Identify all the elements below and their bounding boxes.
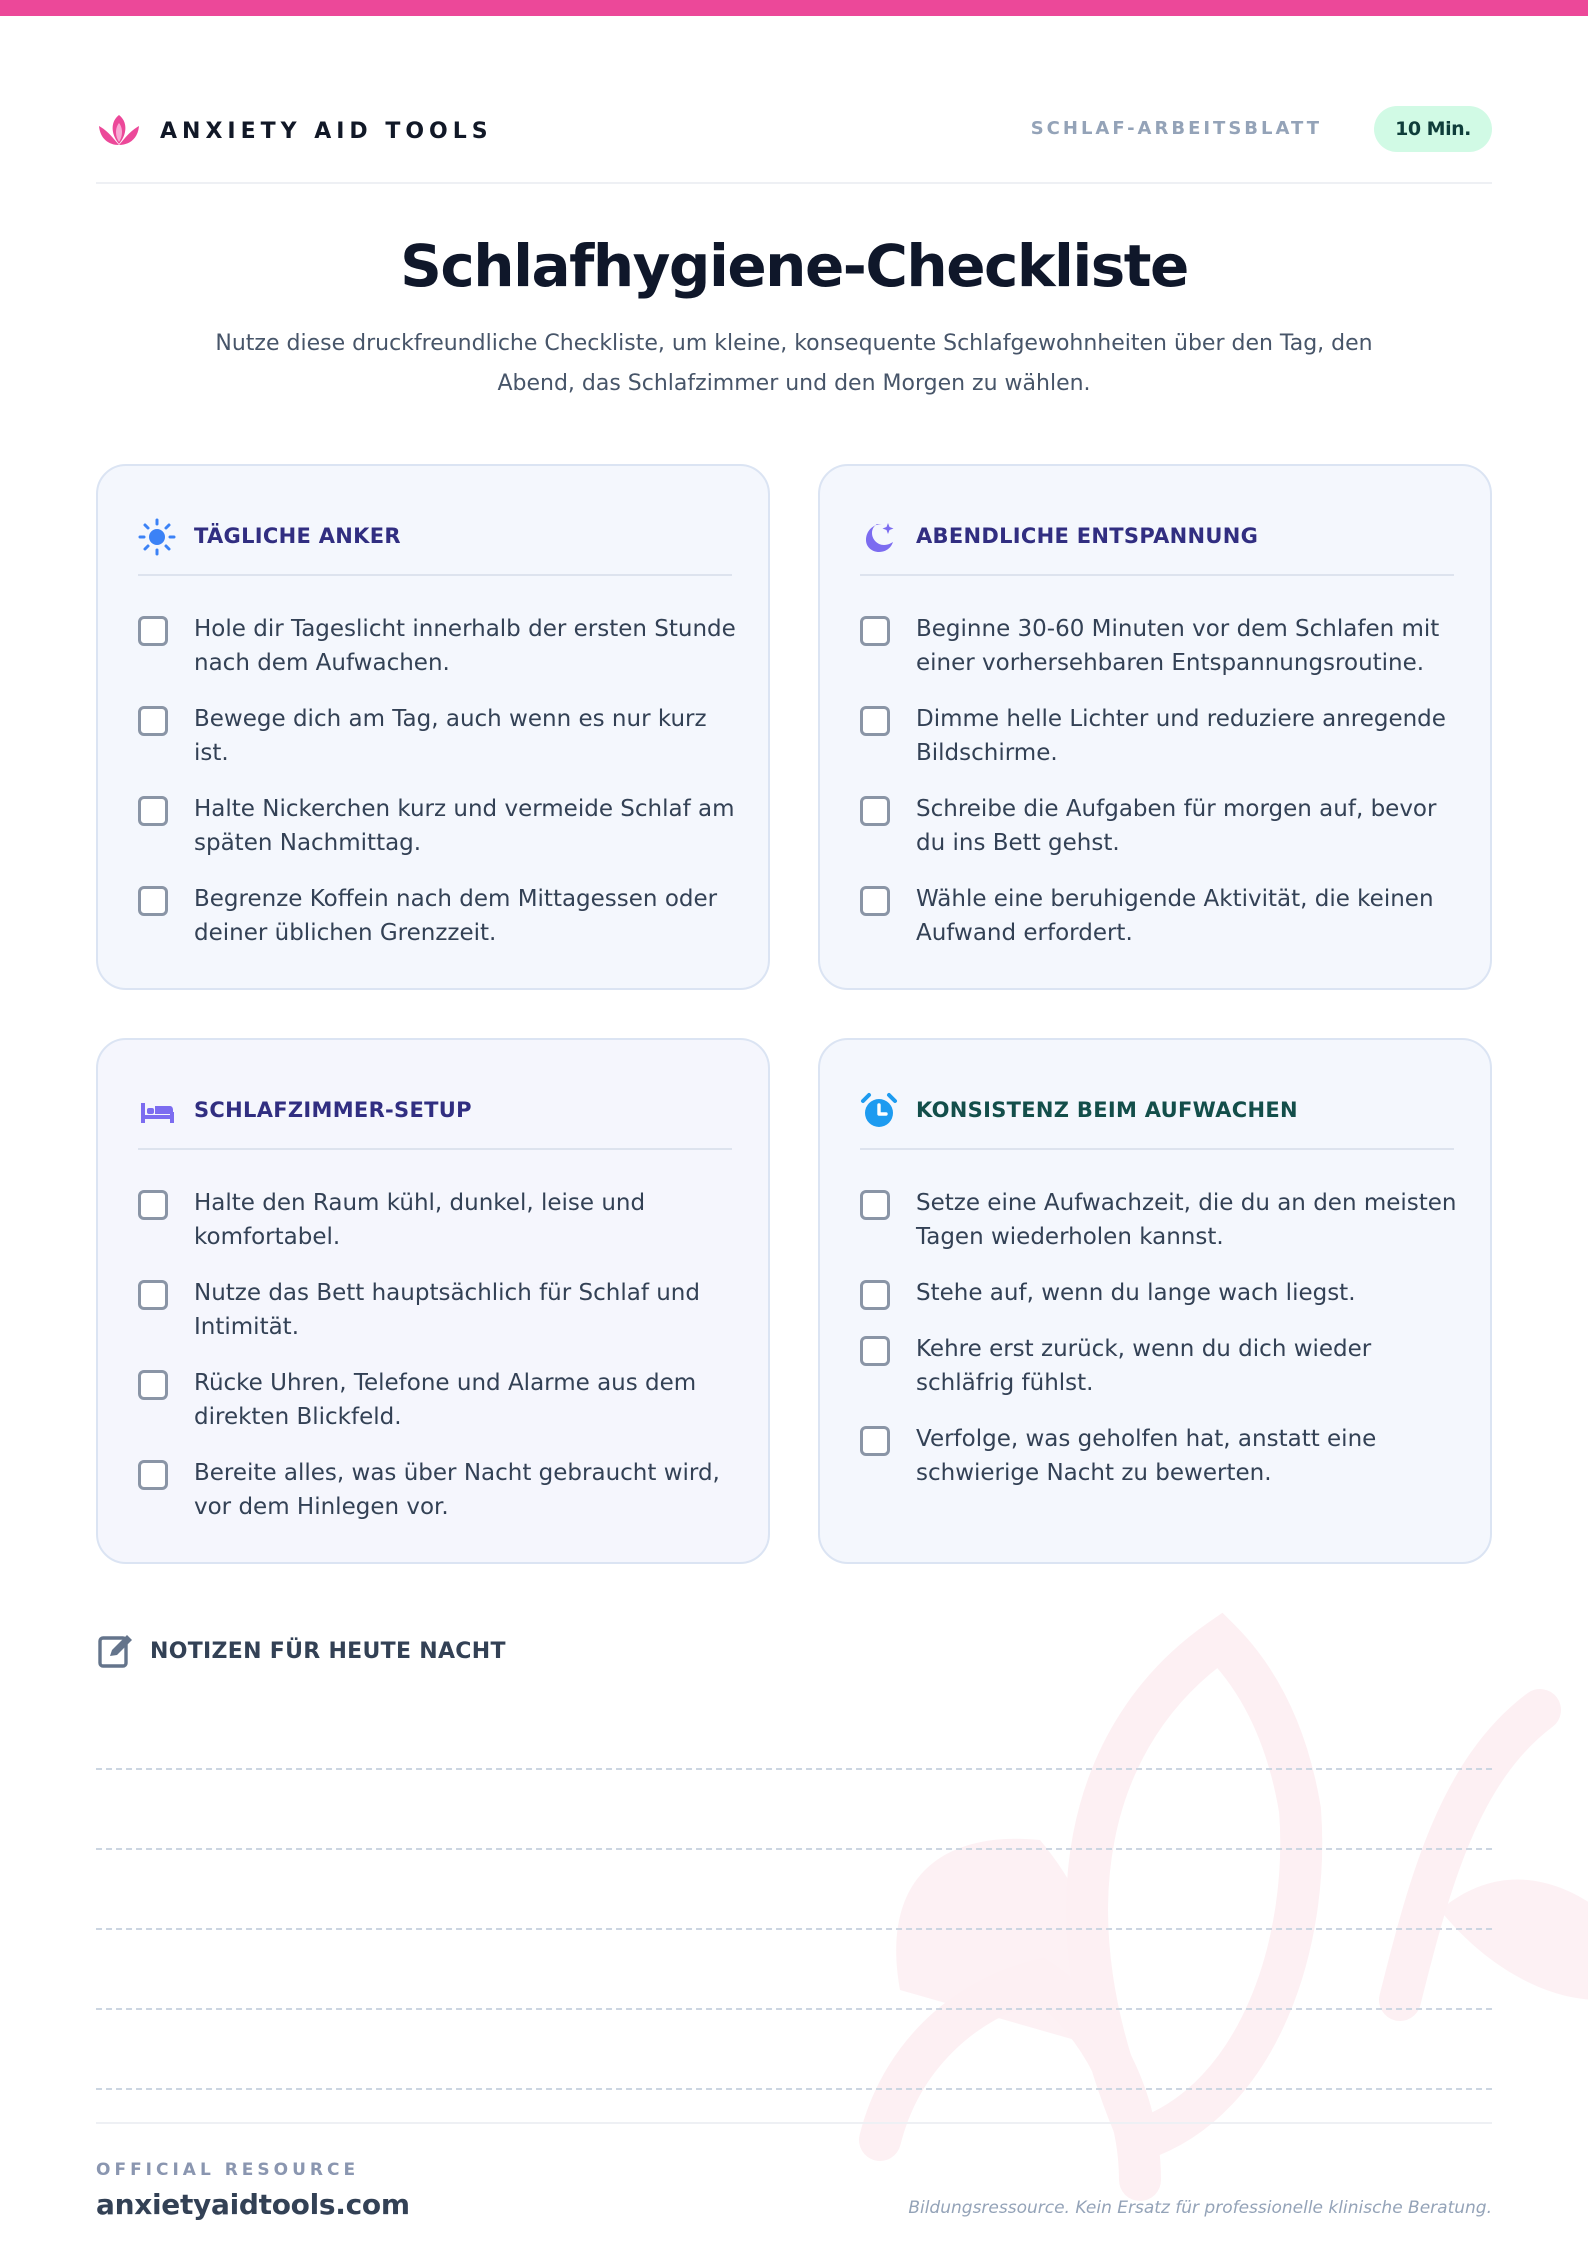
checklist-item[interactable] <box>138 1456 738 1524</box>
checklist-item[interactable] <box>860 702 1460 770</box>
checkbox[interactable] <box>138 616 168 646</box>
brand <box>96 112 493 150</box>
footer-divider <box>96 2122 1492 2124</box>
checklist-item-text: Wähle eine beruhigende Aktivität, die keinen Aufwand erfordert. <box>916 886 1434 946</box>
checkbox[interactable] <box>860 886 890 916</box>
section-card-bedroom-setup <box>96 1038 770 1564</box>
note-line[interactable] <box>96 1848 1492 1850</box>
checklist-item-text: Begrenze Koffein nach dem Mittagessen oder deiner üblichen Grenzzeit. <box>194 886 718 946</box>
notes-header <box>96 1632 506 1670</box>
checkbox[interactable] <box>138 1190 168 1220</box>
checklist-item-text: Rücke Uhren, Telefone und Alarme aus dem direkten Blickfeld. <box>194 1370 697 1430</box>
checklist-item-text: Bereite alles, was über Nacht gebraucht wird, vor dem Hinlegen vor. <box>194 1460 720 1520</box>
checklist-item-text: Hole dir Tageslicht innerhalb der ersten Stunde nach dem Aufwachen. <box>194 616 736 676</box>
brand-name: ANXIETY AID TOOLS <box>160 118 493 144</box>
checklist <box>860 1186 1460 1512</box>
checkbox[interactable] <box>138 706 168 736</box>
footer-url[interactable]: anxietyaidtools.com <box>96 2188 410 2221</box>
checklist-item-text: Nutze das Bett hauptsächlich für Schlaf und Intimität. <box>194 1280 700 1340</box>
checkbox[interactable] <box>138 1280 168 1310</box>
checklist-item-text: Halte Nickerchen kurz und vermeide Schlaf am späten Nachmittag. <box>194 796 735 856</box>
section-header <box>860 1096 1454 1150</box>
section-title: TÄGLICHE ANKER <box>194 524 401 548</box>
checklist-item-text: Verfolge, was geholfen hat, anstatt eine schwierige Nacht zu bewerten. <box>916 1426 1377 1486</box>
section-title: SCHLAFZIMMER-SETUP <box>194 1098 472 1122</box>
checklist-item-text: Setze eine Aufwachzeit, die du an den meisten Tagen wiederholen kannst. <box>916 1190 1457 1250</box>
section-header <box>138 522 732 576</box>
checklist-item[interactable] <box>860 1186 1460 1254</box>
checklist-item-text: Beginne 30-60 Minuten vor dem Schlafen mit einer vorhersehbaren Entspannungsroutine. <box>916 616 1440 676</box>
note-line[interactable] <box>96 2008 1492 2010</box>
checklist-item-text: Bewege dich am Tag, auch wenn es nur kurz ist. <box>194 706 707 766</box>
checklist-item[interactable] <box>138 1366 738 1434</box>
checklist-item-text: Dimme helle Lichter und reduziere anregende Bildschirme. <box>916 706 1446 766</box>
section-header <box>860 522 1454 576</box>
page-title: Schlafhygiene-Checkliste <box>400 232 1188 300</box>
checkbox[interactable] <box>860 1280 890 1310</box>
checklist <box>860 612 1460 972</box>
checkbox[interactable] <box>860 796 890 826</box>
checklist-item[interactable] <box>138 702 738 770</box>
checklist-item-text: Halte den Raum kühl, dunkel, leise und komfortabel. <box>194 1190 646 1250</box>
checkbox[interactable] <box>138 796 168 826</box>
top-accent-bar <box>0 0 1588 16</box>
checklist-item[interactable] <box>860 612 1460 680</box>
checklist-item[interactable] <box>860 1332 1460 1400</box>
checklist-item[interactable] <box>138 1276 738 1344</box>
checkbox[interactable] <box>860 706 890 736</box>
moon-icon <box>860 518 898 556</box>
document-type: SCHLAF-ARBEITSBLATT <box>1030 118 1322 139</box>
lotus-icon <box>96 112 142 150</box>
edit-note-icon <box>96 1632 136 1670</box>
checklist-item[interactable] <box>138 612 738 680</box>
footer-disclaimer: Bildungsressource. Kein Ersatz für professionelle klinische Beratung. <box>908 2198 1492 2218</box>
section-title: KONSISTENZ BEIM AUFWACHEN <box>916 1098 1298 1122</box>
section-header <box>138 1096 732 1150</box>
checkbox[interactable] <box>138 1460 168 1490</box>
duration-badge: 10 Min. <box>1374 106 1492 152</box>
checklist-item-text: Kehre erst zurück, wenn du dich wieder schläfrig fühlst. <box>916 1336 1372 1396</box>
checklist-item[interactable] <box>860 1422 1460 1490</box>
notes-title: NOTIZEN FÜR HEUTE NACHT <box>150 1638 506 1664</box>
checkbox[interactable] <box>138 1370 168 1400</box>
checklist-item[interactable] <box>138 882 738 950</box>
note-line[interactable] <box>96 1928 1492 1930</box>
checklist-item-text: Schreibe die Aufgaben für morgen auf, bevor du ins Bett gehst. <box>916 796 1437 856</box>
section-card-evening-wind-down <box>818 464 1492 990</box>
checklist <box>138 1186 738 1546</box>
checkbox[interactable] <box>860 1336 890 1366</box>
checklist-item[interactable] <box>138 1186 738 1254</box>
checkbox[interactable] <box>138 886 168 916</box>
section-title: ABENDLICHE ENTSPANNUNG <box>916 524 1259 548</box>
checkbox[interactable] <box>860 1190 890 1220</box>
alarm-clock-icon <box>860 1092 898 1130</box>
checklist-item[interactable] <box>138 792 738 860</box>
footer-label: OFFICIAL RESOURCE <box>96 2160 360 2180</box>
lotus-watermark <box>840 1580 1588 2240</box>
checklist-item[interactable] <box>860 792 1460 860</box>
page-subtitle: Nutze diese druckfreundliche Checkliste, um kleine, konsequente Schlafgewohnheiten über den Tag, den Abend, das Schlafzimmer und den Morgen zu wählen. <box>215 331 1373 396</box>
bed-icon <box>138 1092 176 1130</box>
note-line[interactable] <box>96 1768 1492 1770</box>
checklist <box>138 612 738 972</box>
note-line[interactable] <box>96 2088 1492 2090</box>
page-header <box>96 104 1492 184</box>
checklist-item[interactable] <box>860 882 1460 950</box>
checkbox[interactable] <box>860 616 890 646</box>
checkbox[interactable] <box>860 1426 890 1456</box>
section-card-daily-anchors <box>96 464 770 990</box>
checklist-item[interactable] <box>860 1276 1460 1310</box>
checklist-item-text: Stehe auf, wenn du lange wach liegst. <box>916 1280 1356 1306</box>
section-card-wake-consistency <box>818 1038 1492 1564</box>
sun-icon <box>138 518 176 556</box>
